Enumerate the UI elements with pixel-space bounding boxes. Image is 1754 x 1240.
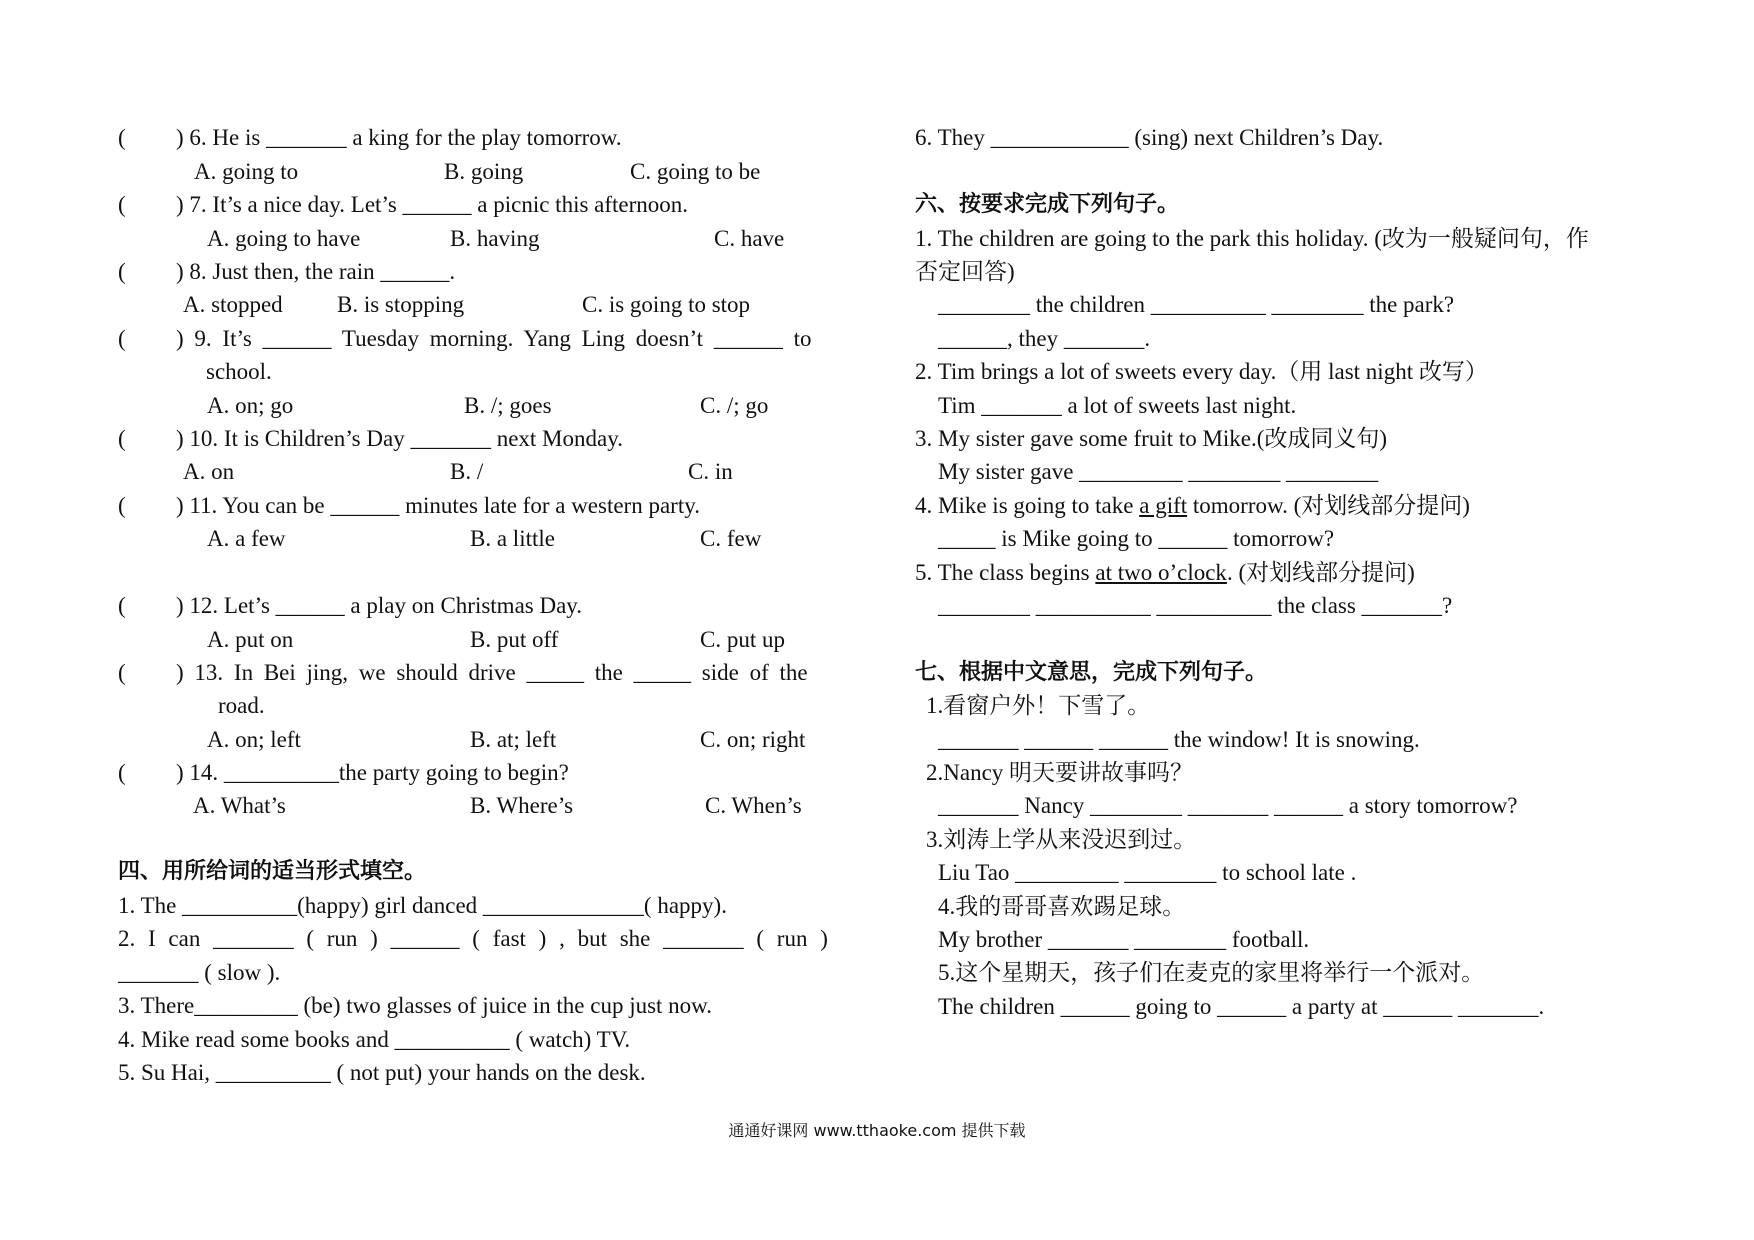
answer-paren: ( [118,259,126,284]
translate-item: 5.这个星期天，孩子们在麦克的家里将举行一个派对。 [938,960,1485,985]
rewrite-2-answer: Tim _______ a lot of sweets last night. [938,393,1297,418]
option-c: C. put up [700,627,785,652]
section-7-title: 七、根据中文意思，完成下列句子。 [915,660,1268,685]
answer-paren: ( [118,125,126,150]
question-6: ) 6. He is _______ a king for the play tomorrow. [176,125,622,150]
translate-answer: My brother _______ ________ football. [938,927,1310,952]
rewrite-5-text: 5. The class begins [915,560,1096,585]
answer-paren: ( [118,760,126,785]
answer-paren: ( [118,426,126,451]
question-9-cont: school. [206,359,272,384]
option-a: A. going to [194,159,299,184]
question-12: ) 12. Let’s ______ a play on Christmas Day. [176,593,583,618]
question-14: ) 14. __________the party going to begin? [176,760,569,785]
rewrite-5-underlined: at two o’clock [1095,560,1227,585]
translate-answer: _______ Nancy ________ _______ ______ a story tomorrow? [938,793,1518,818]
option-b: B. having [450,226,540,251]
rewrite-4-underlined: a gift [1139,493,1188,518]
rewrite-1: 1. The children are going to the park this holiday. (改为一般疑问句，作 [915,226,1589,251]
rewrite-2: 2. Tim brings a lot of sweets every day.（用 last night 改写） [915,359,1488,384]
rewrite-4 [915,492,1470,520]
fill-item: 3. There_________ (be) two glasses of juice in the cup just now. [118,993,713,1018]
fill-item: _______ ( slow ). [118,960,281,985]
option-b: B. Where’s [470,793,574,818]
option-c: C. have [714,226,785,251]
option-c: C. few [700,526,762,551]
question-13-cont: road. [218,693,265,718]
rewrite-1-cont: 否定回答) [915,259,1015,284]
fill-item: 1. The __________(happy) girl danced ______________( happy). [118,893,727,918]
rewrite-5-text: . (对划线部分提问) [1226,560,1415,585]
rewrite-4-answer: _____ is Mike going to ______ tomorrow? [938,526,1335,551]
rewrite-3-answer: My sister gave _________ ________ ________ [938,459,1379,484]
rewrite-1-answer: ________ the children __________ ________ the park? [938,292,1455,317]
option-a: A. What’s [193,793,286,818]
question-10: ) 10. It is Children’s Day _______ next Monday. [176,426,623,451]
option-c: C. going to be [630,159,761,184]
answer-paren: ( [118,593,126,618]
translate-item: 3.刘涛上学从来没迟到过。 [926,827,1197,852]
option-a: A. stopped [183,292,283,317]
rewrite-4-text: tomorrow. (对划线部分提问) [1187,493,1470,518]
translate-item: 4.我的哥哥喜欢踢足球。 [938,894,1186,919]
section-6-title: 六、按要求完成下列句子。 [915,192,1180,217]
answer-paren: ( [118,326,126,351]
option-b: B. /; goes [464,393,552,418]
translate-item: 2.Nancy 明天要讲故事吗？ [926,760,1194,785]
question-11: ) 11. You can be ______ minutes late for a western party. [176,493,700,518]
fill-item-6: 6. They ____________ (sing) next Children’s Day. [915,125,1384,150]
option-c: C. is going to stop [582,292,751,317]
translate-answer: Liu Tao _________ ________ to school late . [938,860,1357,885]
answer-paren: ( [118,493,126,518]
translate-answer: _______ ______ ______ the window! It is snowing. [938,727,1420,752]
option-a: A. on [183,459,235,484]
answer-paren: ( [118,660,126,685]
rewrite-5 [915,559,1415,587]
option-a: A. on; left [207,727,301,752]
rewrite-3: 3. My sister gave some fruit to Mike.(改成同义句) [915,426,1388,451]
page-footer: 通通好课网 www.tthaoke.com 提供下载 [728,1121,1026,1140]
option-a: A. going to have [207,226,361,251]
rewrite-1-answer: ______, they _______. [938,326,1151,351]
option-b: B. going [444,159,524,184]
option-a: A. a few [207,526,286,551]
fill-item: 5. Su Hai, __________ ( not put) your hands on the desk. [118,1060,646,1085]
option-b: B. at; left [470,727,557,752]
option-b: B. / [450,459,484,484]
question-13: ) 13. In Bei jing, we should drive _____ the _____ side of the [176,660,808,685]
section-4-title: 四、用所给词的适当形式填空。 [118,859,427,884]
option-b: B. a little [470,526,555,551]
question-8: ) 8. Just then, the rain ______. [176,259,456,284]
translate-item: 1.看窗户外！下雪了。 [926,693,1151,718]
option-b: B. put off [470,627,559,652]
answer-paren: ( [118,192,126,217]
fill-item: 4. Mike read some books and __________ ( watch) TV. [118,1027,631,1052]
option-c: C. When’s [705,793,802,818]
fill-item: 2. I can _______ ( run ) ______ ( fast ) , but she _______ ( run ) [118,926,828,951]
option-c: C. /; go [700,393,769,418]
question-9: ) 9. It’s ______ Tuesday morning. Yang Ling doesn’t ______ to [176,326,812,351]
option-c: C. on; right [700,727,806,752]
rewrite-5-answer: ________ __________ __________ the class _______? [938,593,1453,618]
rewrite-4-text: 4. Mike is going to take [915,493,1140,518]
option-b: B. is stopping [337,292,465,317]
question-7: ) 7. It’s a nice day. Let’s ______ a picnic this afternoon. [176,192,689,217]
option-a: A. on; go [207,393,294,418]
option-a: A. put on [207,627,294,652]
translate-answer: The children ______ going to ______ a party at ______ _______. [938,994,1545,1019]
option-c: C. in [688,459,733,484]
